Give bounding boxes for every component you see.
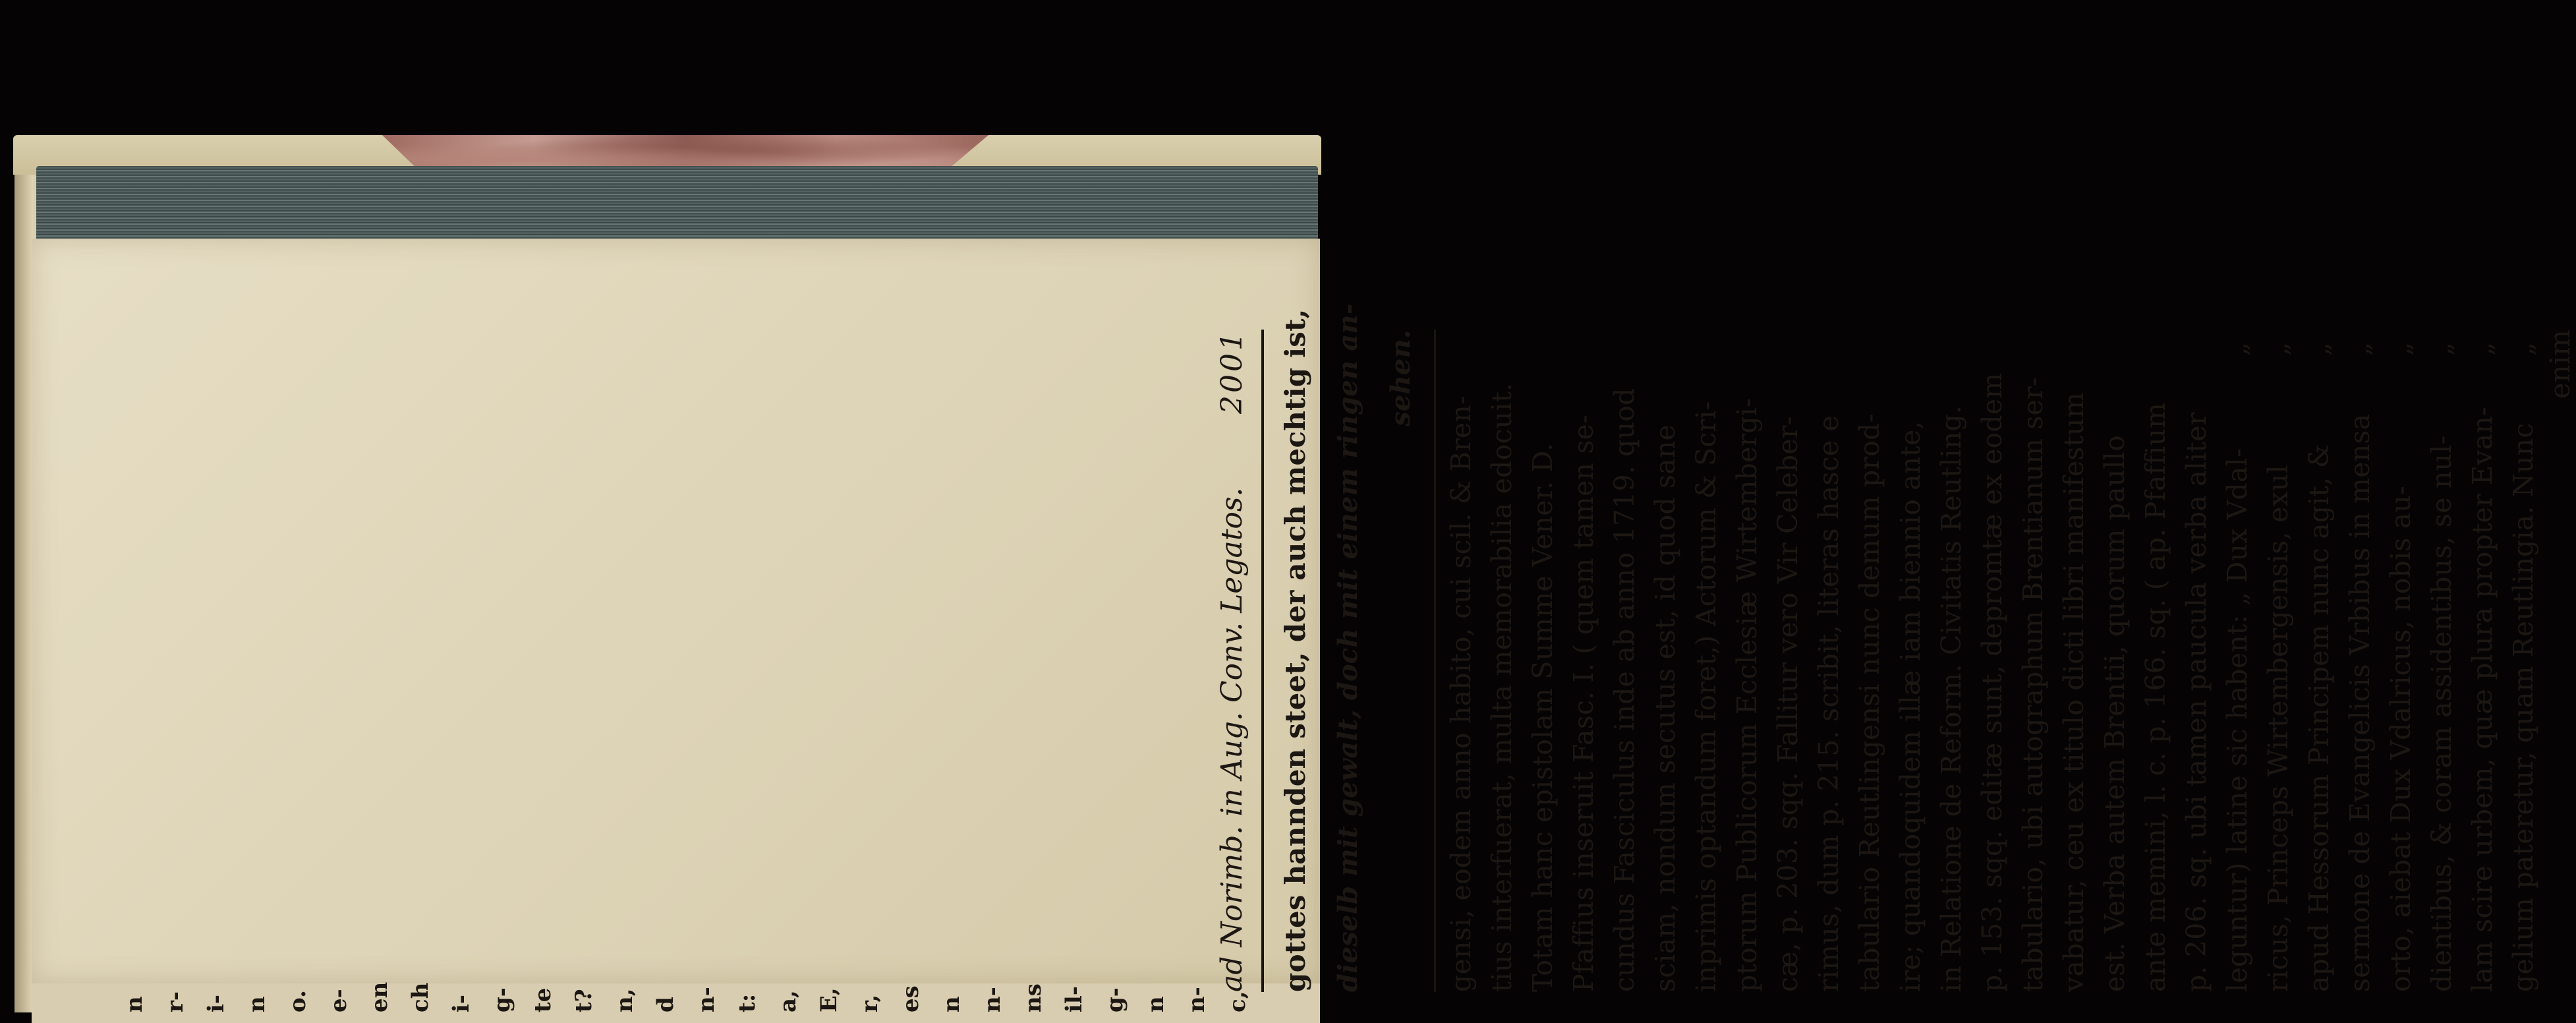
running-head-title: ad Norimb. in Aug. Conv. Legatos. [1215, 487, 1249, 992]
facing-page-fragment: t? [571, 989, 597, 1012]
body-line [1808, 359, 1849, 992]
body-line [2462, 359, 2503, 992]
body-line-text: Pfaffius inseruit Fasc. I. ( quem tamen se- [1568, 414, 1599, 992]
catchword: enim [2544, 330, 2576, 399]
quote-line: gottes hannden steet, der auch mechtig ist, [1279, 308, 1311, 992]
body-line-text: leguntur) latine sic habent: „ Dux Vdal- [2221, 448, 2253, 992]
body-line [2503, 359, 2544, 992]
margin-quote-mark: „ [2385, 341, 2417, 356]
margin-quote-mark: „ [2344, 341, 2376, 356]
body-line [1563, 359, 1604, 992]
facing-page-fragment: il- [1061, 986, 1087, 1012]
body-line [2053, 359, 2094, 992]
body-line-text: lam scire urbem, quæ plura propter Evan- [2467, 407, 2498, 992]
body-line [1645, 359, 1686, 992]
body-line-text: orto, aiebat Dux Vdalricus, nobis au- [2385, 485, 2417, 992]
body-line [1849, 359, 1890, 992]
body-line-text: p. 206. sq. ubi tamen paucula verba aliter [2181, 412, 2212, 992]
body-line [2380, 359, 2421, 992]
body-line-text: est. Verba autem Brentii, quorum paullo [2099, 435, 2131, 992]
margin-quote-mark: „ [2303, 341, 2335, 356]
margin-quote-mark: „ [2467, 341, 2498, 356]
page-number: 2001 [1215, 330, 1249, 414]
facing-page-fragment: n- [979, 987, 1006, 1012]
body-line-text: gelium pateretur, quam Reutlingia. Nunc [2507, 423, 2539, 992]
facing-page-fragment: ns [1020, 983, 1046, 1012]
facing-page-fragment: n [1143, 996, 1169, 1012]
facing-page-fragment: te [530, 987, 556, 1012]
body-line-text: apud Hessorum Principem nunc agit, & [2303, 444, 2335, 992]
facing-page-fragment: t: [734, 993, 760, 1012]
body-line-text: p. 153. sqq. editæ sunt, depromtæ ex eodem [1976, 372, 2008, 992]
body-line-text: inprimis optandum foret,) Actorum & Scri- [1690, 401, 1722, 992]
margin-quote-mark: „ [2507, 341, 2539, 356]
body-line-text: vabatur, ceu ex titulo dicti libri manifestum [2058, 392, 2090, 992]
body-line [2421, 359, 2462, 992]
body-line [1441, 359, 1481, 992]
body-line [2217, 359, 2258, 992]
quote-line: sehen. [1385, 330, 1416, 426]
margin-quote-mark: „ [2221, 341, 2253, 356]
body-line [1686, 359, 1727, 992]
facing-page-fragment: E, [816, 987, 842, 1012]
body-line [1890, 359, 1931, 992]
body-line [2135, 359, 2176, 992]
body-line [1767, 359, 1808, 992]
body-line-text: gensi, eodem anno habito, cui scil. & Bren- [1445, 395, 1477, 992]
margin-quote-mark: „ [2262, 341, 2294, 356]
facing-page-fragment: c, [1224, 991, 1251, 1012]
body-line [2339, 359, 2380, 992]
printed-page [32, 239, 1320, 983]
body-line-text: ante memini, l. c. p. 166. sq. ( ap. Pfaffium [2140, 402, 2171, 992]
section-rule [1434, 330, 1436, 992]
body-line [2094, 359, 2135, 992]
body-line-text: cundus Fasciculus inde ab anno 1719. quod [1609, 388, 1640, 992]
facing-page-fragment: n- [1184, 987, 1210, 1012]
facing-page-fragment: g- [489, 987, 515, 1012]
head-rule [1261, 330, 1264, 992]
body-line [2176, 359, 2217, 992]
body-line [2013, 359, 2053, 992]
body-line-text: ire; quandoquidem illæ iam biennio ante, [1895, 421, 1926, 992]
facing-page-fragment: o. [285, 990, 311, 1012]
body-line-text: ptorum Publicorum Ecclesiæ Wirtembergi- [1731, 397, 1763, 992]
facing-page-fragment: ch [407, 982, 434, 1012]
facing-page-fragment: n [938, 996, 965, 1012]
body-line [2299, 359, 2339, 992]
body-line [1604, 359, 1645, 992]
body-line-text: tabulario Reutlingensi nunc demum prod- [1854, 413, 1885, 992]
facing-page-fragment: r, [857, 994, 883, 1012]
body-line [1727, 359, 1767, 992]
body-line-text: in Relatione de Reform. Civitatis Reutling. [1935, 405, 1967, 992]
body-line [1522, 359, 1563, 992]
body-line-text: dientibus, & coram assidentibus, se nul- [2426, 435, 2457, 992]
body-line-text: cæ, p. 203. sqq. Fallitur vero Vir Celeber- [1772, 416, 1804, 992]
facing-page-fragment: n, [612, 988, 638, 1012]
page-text-block [1206, 303, 2576, 992]
facing-page-fragment: g- [1102, 987, 1128, 1012]
body-line-text: Totam hanc epistolam Summe Vener. D. [1527, 442, 1559, 992]
body-line-text: tabulario, ubi autographum Brentianum ser- [2017, 377, 2049, 992]
body-line-text: tius interfuerat, multa memorabilia edocuit. [1486, 382, 1518, 992]
quote-line: dieselb mit gewalt, doch mit einem ringen an- [1332, 303, 1363, 992]
body-line [2258, 359, 2299, 992]
facing-page-fragment: r- [162, 991, 188, 1012]
facing-page-fragment: e- [326, 989, 352, 1012]
body-line-text: sciam, nondum secutus est, id quod sane [1649, 424, 1681, 992]
facing-page-fragment: n [244, 996, 270, 1012]
facing-page-fragment: i- [203, 994, 229, 1012]
facing-page-fragment: n [121, 996, 148, 1012]
body-line-text: ricus, Princeps Wirtembergensis, exul [2262, 465, 2294, 992]
body-line [1972, 359, 2013, 992]
body-line [1481, 359, 1522, 992]
page-fore-edge [36, 166, 1318, 248]
body-line [1931, 359, 1972, 992]
margin-quote-mark: „ [2426, 341, 2457, 356]
facing-page-fragment: n- [693, 987, 720, 1012]
facing-page-fragment: i- [448, 994, 474, 1012]
facing-page-fragment: en [366, 981, 393, 1012]
running-head [1206, 330, 1259, 992]
facing-page-fragment: a, [775, 990, 801, 1012]
body-line-text: sermone de Evangelicis Vrbibus in mensa [2344, 413, 2376, 992]
body-line-text: rimus, dum p. 215. scribit, literas hasce e [1813, 415, 1845, 992]
facing-page-fragment: d [652, 997, 679, 1012]
facing-page-fragment: es [898, 985, 924, 1012]
